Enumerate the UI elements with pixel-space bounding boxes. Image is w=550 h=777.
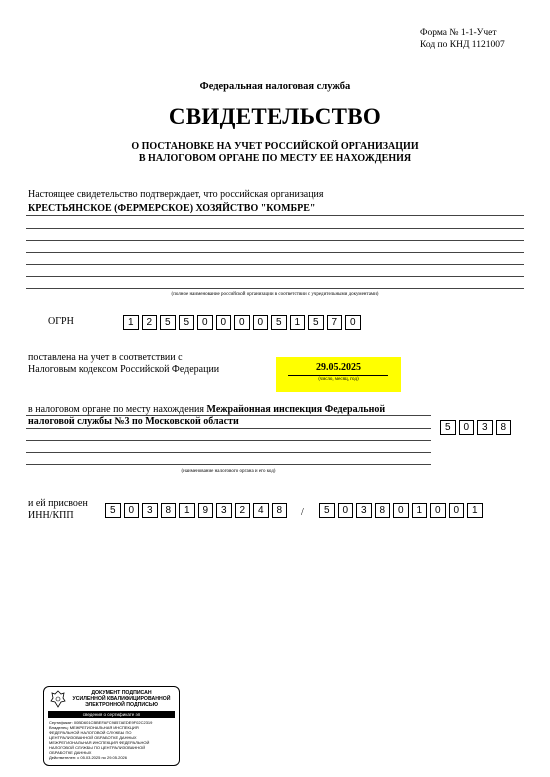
organization-name: КРЕСТЬЯНСКОЕ (ФЕРМЕРСКОЕ) ХОЗЯЙСТВО "КОМБРЕ" (28, 203, 316, 214)
tax-office-code-digit: 8 (496, 420, 512, 435)
kpp-digit: 5 (319, 503, 335, 518)
kpp-digit: 0 (393, 503, 409, 518)
stamp-owner-3: ЦЕНТРАЛИЗОВАННОЙ ОБРАБОТКЕ ДАННЫХ (49, 735, 137, 740)
org-line-1 (26, 215, 524, 216)
inn-digit: 8 (161, 503, 177, 518)
inn-digit: 0 (124, 503, 140, 518)
ogrn-digit: 1 (123, 315, 139, 330)
stamp-certificate: Сертификат: 00BD601CBBEFAFC9857AEDE9F02C2319 (49, 720, 153, 725)
stamp-title-2: УСИЛЕННОЙ КВАЛИФИЦИРОВАННОЙ (72, 696, 171, 702)
tax-office-code-digit: 5 (440, 420, 456, 435)
ogrn-digit: 1 (290, 315, 306, 330)
ogrn-digit: 0 (345, 315, 361, 330)
stamp-owner-6: ОБРАБОТКЕ ДАННЫХ (49, 750, 92, 755)
stamp-title-3: ЭЛЕКТРОННОЙ ПОДПИСЬЮ (85, 702, 158, 708)
kpp-digit: 0 (449, 503, 465, 518)
inn-digit: 8 (272, 503, 288, 518)
ogrn-digit: 0 (253, 315, 269, 330)
tax-line-3 (26, 440, 431, 441)
ogrn-digit: 0 (216, 315, 232, 330)
ogrn-boxes (123, 315, 364, 330)
org-line-4 (26, 252, 524, 253)
kpp-digit: 0 (338, 503, 354, 518)
tax-office-prefix: в налоговом органе по месту нахождения (28, 404, 205, 415)
tax-office-name-2: налоговой службы №3 по Московской области (28, 416, 239, 427)
tax-office-hint: (наименование налогового органа и его код) (181, 469, 276, 474)
date-hint: (число, месяц, год) (318, 377, 359, 382)
org-line-2 (26, 228, 524, 229)
electronic-signature-stamp (43, 686, 180, 766)
emblem-icon (50, 690, 66, 708)
kpp-digit: 3 (356, 503, 372, 518)
stamp-title (68, 690, 175, 708)
org-line-3 (26, 240, 524, 241)
tax-office-name-1: Межрайонная инспекция Федеральной (206, 404, 386, 415)
stamp-validity: Действителен: с 05.03.2025 по 29.05.2026 (49, 755, 127, 760)
registration-line-2: Налоговым кодексом Российской Федерации (28, 364, 220, 375)
stamp-owner-4: МЕЖРЕГИОНАЛЬНАЯ ИНСПЕКЦИЯ ФЕДЕРАЛЬНОЙ (49, 740, 150, 745)
document-title: СВИДЕТЕЛЬСТВО (168, 104, 382, 129)
ogrn-digit: 5 (308, 315, 324, 330)
stamp-owner-2: ФЕДЕРАЛЬНОЙ НАЛОГОВОЙ СЛУЖБЫ ПО (49, 730, 132, 735)
ogrn-digit: 0 (234, 315, 250, 330)
tax-office-code-boxes (440, 420, 514, 435)
tax-line-1 (26, 415, 431, 416)
ogrn-digit: 2 (142, 315, 158, 330)
inn-digit: 3 (216, 503, 232, 518)
inn-boxes (105, 503, 290, 518)
document-subtitle (0, 141, 550, 165)
tax-office-code-digit: 0 (459, 420, 475, 435)
kpp-digit: 8 (375, 503, 391, 518)
tax-line-2 (26, 428, 431, 429)
inn-kpp-label: ИНН/КПП (28, 510, 74, 521)
tax-line-4 (26, 452, 431, 453)
registration-date-box (276, 357, 401, 392)
stamp-owner: Владелец: МЕЖРЕГИОНАЛЬНАЯ ИНСПЕКЦИЯ (49, 725, 139, 730)
org-line-5 (26, 264, 524, 265)
intro-text: Настоящее свидетельство подтверждает, что российская организация (28, 189, 324, 200)
inn-digit: 1 (179, 503, 195, 518)
kpp-digit: 0 (430, 503, 446, 518)
ogrn-digit: 5 (179, 315, 195, 330)
stamp-owner-5: НАЛОГОВОЙ СЛУЖБЫ ПО ЦЕНТРАЛИЗОВАННОЙ (49, 745, 146, 750)
ogrn-digit: 5 (160, 315, 176, 330)
tax-line-5 (26, 464, 431, 465)
kpp-boxes (319, 503, 486, 518)
stamp-title-1: ДОКУМЕНТ ПОДПИСАН (91, 690, 152, 696)
inn-kpp-line-1: и ей присвоен (28, 498, 88, 509)
ogrn-digit: 0 (197, 315, 213, 330)
ogrn-digit: 5 (271, 315, 287, 330)
stamp-certificate-bar: сведения о сертификате эп (48, 711, 175, 718)
stamp-details (49, 720, 175, 760)
form-number: Форма № 1-1-Учет (420, 28, 497, 38)
ogrn-digit: 7 (327, 315, 343, 330)
tax-office-code-digit: 3 (477, 420, 493, 435)
form-meta (420, 27, 505, 51)
inn-digit: 5 (105, 503, 121, 518)
registration-line-1: поставлена на учет в соответствии с (28, 352, 183, 363)
kpp-digit: 1 (412, 503, 428, 518)
knd-code: Код по КНД 1121007 (420, 40, 505, 50)
inn-kpp-separator: / (301, 507, 304, 518)
subtitle-line-2: В НАЛОГОВОМ ОРГАНЕ ПО МЕСТУ ЕЕ НАХОЖДЕНИЯ (138, 153, 412, 164)
inn-digit: 9 (198, 503, 214, 518)
kpp-digit: 1 (467, 503, 483, 518)
subtitle-line-1: О ПОСТАНОВКЕ НА УЧЕТ РОССИЙСКОЙ ОРГАНИЗАЦИИ (131, 141, 419, 152)
agency-name: Федеральная налоговая служба (199, 81, 351, 92)
org-name-hint: (полное наименование российской организации в соответствии с учредительными документами) (171, 292, 379, 297)
org-line-7 (26, 288, 524, 289)
inn-digit: 3 (142, 503, 158, 518)
inn-digit: 4 (253, 503, 269, 518)
registration-date: 29.05.2025 (316, 362, 361, 373)
ogrn-label: ОГРН (48, 316, 74, 327)
date-underline (288, 375, 388, 376)
org-line-6 (26, 276, 524, 277)
inn-digit: 2 (235, 503, 251, 518)
